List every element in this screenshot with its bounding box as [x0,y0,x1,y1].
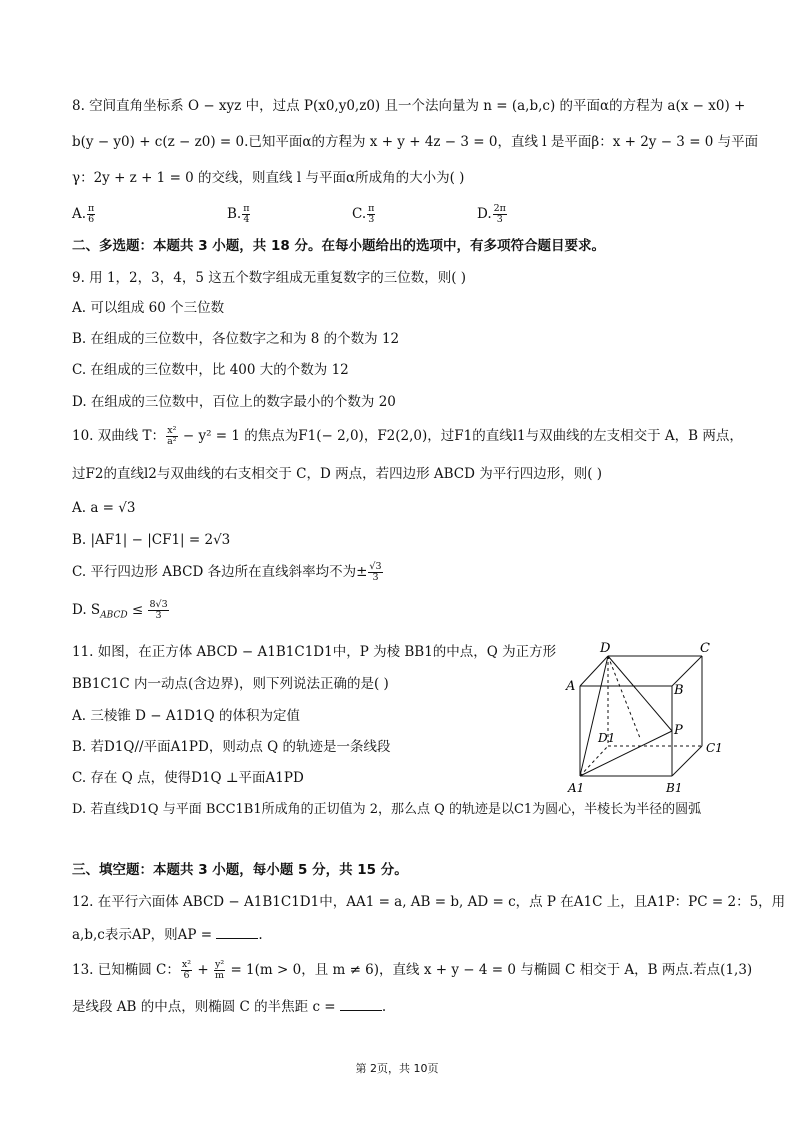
q11-option-c: C. 存在 Q 点，使得D1Q ⊥平面A1PD [72,770,304,786]
edge-B1C1 [672,746,702,776]
label-A1: A1 [568,781,585,795]
q11-option-a: A. 三棱锥 D − A1D1Q 的体积为定值 [72,708,300,724]
q13-line2: 是线段 AB 的中点，则椭圆 C 的半焦距 c = . [72,996,386,1017]
q9-option-a: A. 可以组成 60 个三位数 [72,300,225,316]
q8-line2: b(y − y0) + c(z − z0) = 0.已知平面α的方程为 x + y + 4z − 3 = 0，直线 l 是平面β：x + 2y − 3 = 0 与平面 [72,134,759,150]
q8-option-a: A. $\frac{\pi}{6}$ [72,203,95,225]
section2-heading: 二、多选题：本题共 3 小题，共 18 分。在每小题给出的选项中，有多项符合题目要求。 [72,238,605,254]
q12-answer-blank[interactable] [216,924,258,939]
q10-option-d: D. $S_{ABCD}$ ≤ $\frac{8√3}{3}$ [72,599,168,621]
label-C1: C1 [706,741,723,755]
page-footer: 第 2页，共 10页 [355,1062,439,1075]
q10-option-b: B. |AF1| − |CF1| = 2√3 [72,532,231,548]
cube-figure [560,640,730,800]
q8-option-d: D. $\frac{2\pi}{3}$ [477,203,506,225]
edge-A1D1 [580,746,608,776]
edge-hidden [608,656,640,738]
q13-line1: 13. 已知椭圆 C： $\frac{\text{x²}}{6}$ + $\frac{\text{y²}}{m}$ = 1(m > 0，且 m ≠ 6)，直线 x + y − 4 = 0 与椭圆 C 相交于 A，B 两点.若点(1,3) [72,959,753,981]
edge-DA1 [580,656,608,776]
q11-line2: BB1C1C 内一动点(含边界)，则下列说法正确的是( ) [72,676,389,692]
label-B1: B1 [666,781,683,795]
q12-line2: a,b,c表示AP，则AP = . [72,924,263,945]
q10-line2: 过F2的直线l2与双曲线的右支相交于 C，D 两点，若四边形 ABCD 为平行四边形，则( ) [72,466,603,482]
q8-option-b: B. $\frac{\pi}{4}$ [227,203,250,225]
q11-option-d: D. 若直线D1Q 与平面 BCC1B1所成角的正切值为 2，那么点 Q 的轨迹是以C1为圆心，半棱长为半径的圆弧 [72,802,702,817]
q10-line1: 10. 双曲线 T： $\frac{\text{x²}}{\text{a²}}$ − y² = 1 的焦点为F1(− 2,0)，F2(2,0)，过F1的直线l1与双曲线的左支相交于 A，B 两点， [72,425,743,447]
label-A: A [566,679,576,694]
label-B: B [674,683,684,698]
q10-option-a: A. a = √3 [72,500,136,516]
label-C: C [700,641,710,656]
label-P: P [674,723,683,738]
q8-option-c: C. $\frac{\pi}{3}$ [352,203,375,225]
label-D: D [600,641,611,656]
label-D1: D1 [598,731,616,745]
edge-BC [672,656,702,686]
q11-line1: 11. 如图，在正方体 ABCD − A1B1C1D1中，P 为棱 BB1的中点，Q 为正方形 [72,644,557,660]
edge-DP [608,656,672,731]
q9-option-d: D. 在组成的三位数中，百位上的数字最小的个数为 20 [72,394,396,410]
edge-AD [580,656,608,686]
section3-heading: 三、填空题：本题共 3 小题，每小题 5 分，共 15 分。 [72,862,408,878]
edge-A1P [580,731,672,776]
q12-line1: 12. 在平行六面体 ABCD − A1B1C1D1中，AA1 = a, AB = b, AD = c，点 P 在A1C 上，且A1P：PC = 2：5，用 [72,894,786,910]
q8-line1: 8. 空间直角坐标系 O − xyz 中，过点 P(x0,y0,z0) 且一个法向量为 n = (a,b,c) 的平面α的方程为 a(x − x0) + [72,98,746,114]
q9-stem: 9. 用 1，2，3，4，5 这五个数字组成无重复数字的三位数，则( ) [72,270,467,286]
q10-option-c: C. 平行四边形 ABCD 各边所在直线斜率均不为± $\frac{√3}{3}$ [72,561,382,583]
q9-option-c: C. 在组成的三位数中，比 400 大的个数为 12 [72,362,349,378]
q11-option-b: B. 若D1Q//平面A1PD，则动点 Q 的轨迹是一条线段 [72,739,391,755]
q8-line3: γ：2y + z + 1 = 0 的交线，则直线 l 与平面α所成角的大小为( ) [72,170,465,186]
q13-answer-blank[interactable] [340,996,382,1011]
q9-option-b: B. 在组成的三位数中，各位数字之和为 8 的个数为 12 [72,331,400,347]
